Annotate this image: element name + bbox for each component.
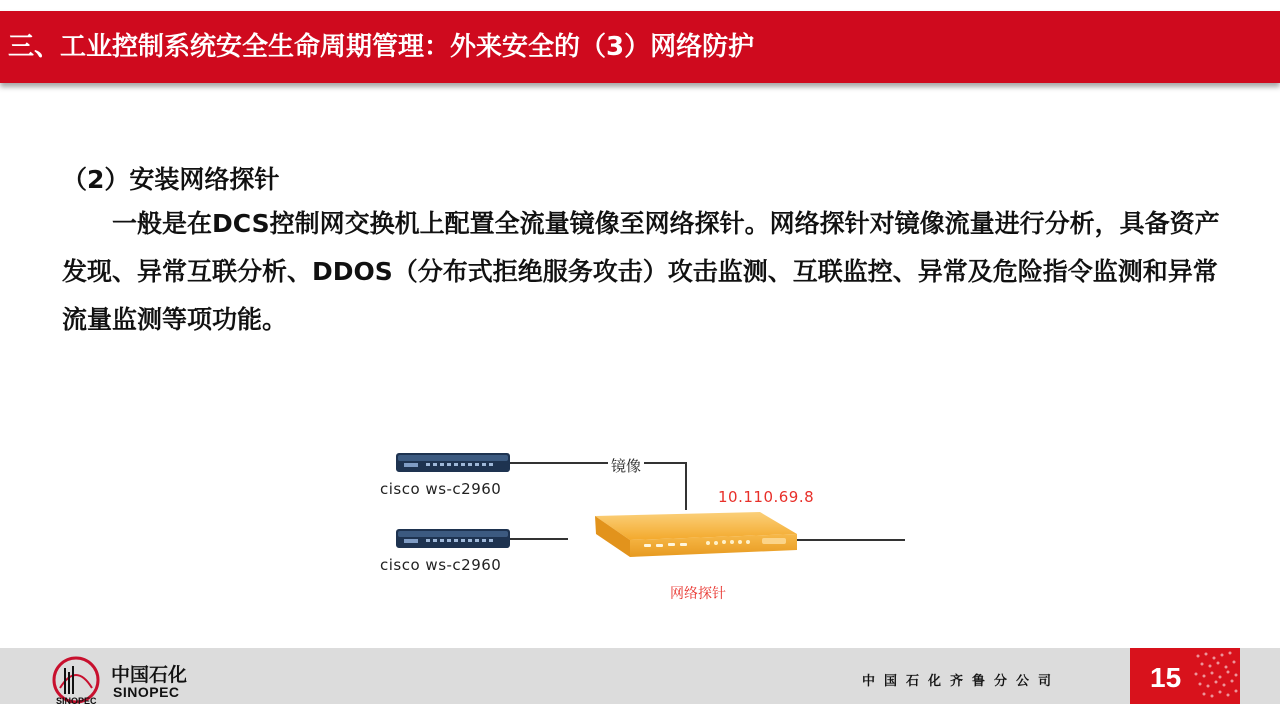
body-paragraph: 一般是在DCS控制网交换机上配置全流量镜像至网络探针。网络探针对镜像流量进行分析，具备资产发现、异常互联分析、DDOS（分布式拒绝服务攻击）攻击监测、互联监控、异常及危险指令监测和异常流量监测等项功能。 bbox=[62, 209, 1220, 334]
network-probe-icon bbox=[595, 512, 797, 557]
network-diagram bbox=[360, 430, 920, 620]
dot-pattern-graphic bbox=[1130, 648, 1240, 704]
mirror-link bbox=[510, 463, 686, 510]
svg-text:SINOPEC: SINOPEC bbox=[56, 696, 97, 706]
switch-top-icon bbox=[396, 453, 510, 472]
sinopec-logo-icon bbox=[50, 654, 102, 706]
mirror-label: 镜像 bbox=[608, 455, 644, 476]
company-name: 中国石化齐鲁分公司 bbox=[862, 674, 1061, 689]
footer-bar bbox=[0, 648, 1280, 704]
switch-bottom-label: cisco ws-c2960 bbox=[380, 556, 502, 574]
title-bar bbox=[0, 11, 1280, 83]
ip-address-label: 10.110.69.8 bbox=[718, 488, 815, 506]
switch-bottom-icon bbox=[396, 529, 510, 548]
slide-title: 三、工业控制系统安全生命周期管理：外来安全的（3）网络防护 bbox=[8, 32, 755, 62]
section-heading: （2）安装网络探针 bbox=[62, 165, 280, 194]
page-number-box bbox=[1130, 648, 1240, 704]
probe-label: 网络探针 bbox=[670, 586, 726, 602]
switch-top-label: cisco ws-c2960 bbox=[380, 480, 502, 498]
logo-english-name: SINOPEC bbox=[113, 684, 180, 700]
logo-chinese-name: 中国石化 bbox=[111, 664, 188, 686]
page-number: 15 bbox=[1150, 662, 1182, 693]
